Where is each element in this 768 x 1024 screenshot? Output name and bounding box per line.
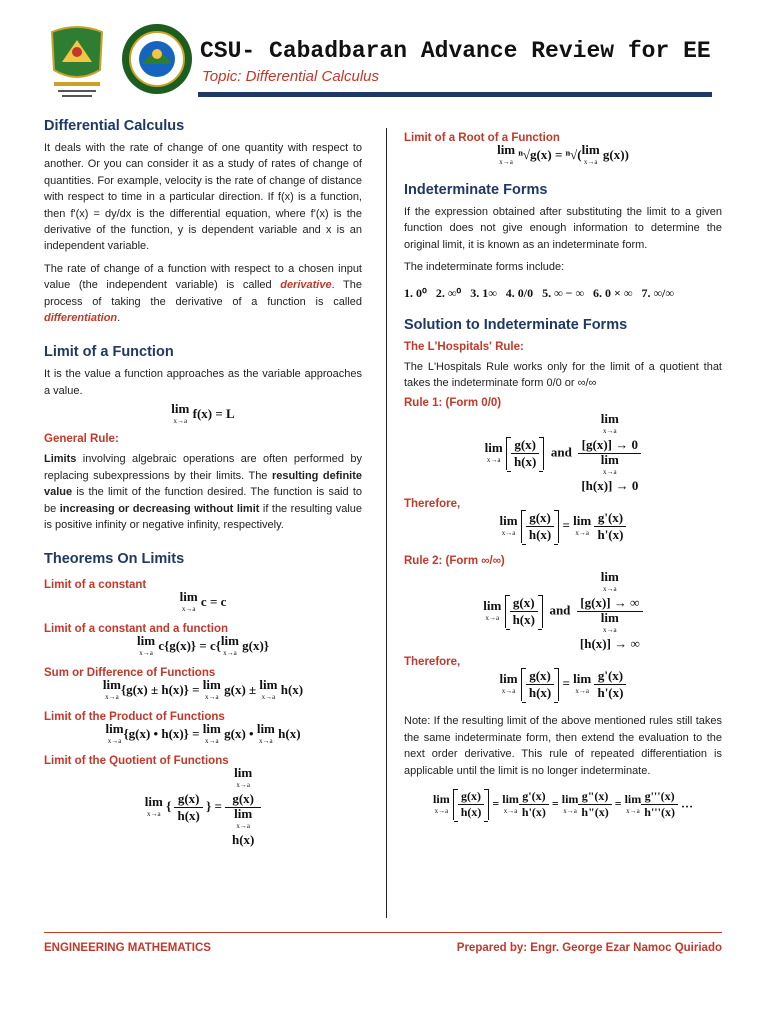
theorem-quotient-title: Limit of the Quotient of Functions: [44, 755, 229, 768]
csu-cabadbaran-seal: [120, 22, 194, 96]
left-column: [44, 118, 362, 848]
form-6: 6. 0 × ∞: [593, 285, 633, 300]
lhospital-title: The L'Hospitals' Rule:: [404, 340, 524, 353]
theorem-sum-formula: lim x→a {g(x) ± h(x)} = lim x→a g(x) ± lim x→a h(x): [102, 677, 304, 702]
header-rule: [198, 92, 712, 97]
term-derivative: derivative: [280, 279, 332, 292]
theorem-constant-title: Limit of a constant: [44, 579, 147, 592]
dc-paragraph-1: It deals with the rate of change of one quantity with respect to another. Or you can consider it as a study of rates of change of quantities. For example, velocity is the rate of change of distance with respect to time in a particular direction. If f(x) is a function, then f'(x) = dy/dx is the differential equation, where f'(x) is the derivative of the function, y is dependent variable and x is an independent variable.: [44, 142, 362, 253]
root-title: Limit of a Root of a Function: [404, 132, 560, 144]
right-column: [404, 118, 722, 820]
column-divider: [386, 128, 387, 918]
rule2-therefore: Therefore,: [404, 656, 461, 669]
dc-paragraph-2: [44, 261, 362, 327]
rule2-formula: lim x→a $\frac{g(x)}{h(x)}$ and lim x→a [g(x)] → ∞ lim x→a [h(x)] → ∞: [404, 571, 722, 652]
form-1: 1. 0⁰: [404, 285, 427, 300]
rule1-formula: lim x→a $\frac{g(x)}{h(x)}$ and lim x→a [g(x)] → 0 lim x→a [h(x)] → 0: [404, 413, 722, 494]
dc-p2-text-b: . The process of taking the derivative of a function is called: [44, 279, 362, 308]
repeated-differentiation-formula: lim x→a $\frac{g(x)}{h(x)}$ = lim x→a $\frac{g'(x)}{h'(x)}$ = lim x→a $\frac{g"(x)}{h"(x)}$ = lim x→a $\frac{g'''(x)}{h'''(x)}$ …: [433, 789, 693, 820]
footer-subject: ENGINEERING MATHEMATICS: [44, 942, 211, 954]
theorem-product-title: Limit of the Product of Functions: [44, 711, 225, 724]
note-paragraph: Note: If the resulting limit of the above mentioned rules still takes the same indeterminate form, then extend the evaluation to the next order derivative. This rule of repeated differentiation is applicable until the limit is no longer indeterminate.: [404, 715, 722, 777]
footer-author: Prepared by: Engr. George Ezar Namoc Quiriado: [456, 942, 722, 954]
form-3: 3. 1∞: [470, 285, 497, 300]
theorem-const-func-formula: lim x→a c{g(x)} = c{lim x→a g(x)}: [137, 633, 269, 658]
footer-rule: [44, 932, 722, 933]
theorem-quotient-formula: lim x→a { $\frac{g(x)}{h(x)}$ } = lim x→a g(x) lim x→a h(x): [44, 767, 362, 848]
form-5: 5. ∞ − ∞: [542, 285, 585, 300]
general-rule-paragraph: Limits involving algebraic operations are often performed by replacing subexpressions by their limits. The resulting definite value is the limit of the function desired. The function is said to be increasing or decreasing without limit if the resulting value is positive infinity or negative infinity, respectively.: [44, 453, 363, 531]
dc-p2-text-c: .: [117, 312, 121, 325]
general-rule-title: General Rule:: [44, 433, 119, 446]
form-4: 4. 0/0: [505, 285, 534, 300]
dc-p2-text-a: The rate of change of a function with respect to a chosen input value (the independent variable) is called: [44, 262, 362, 292]
lf-paragraph: It is the value a function approaches as the variable approaches a value.: [44, 368, 362, 397]
section-solution-indeterminate: Solution to Indeterminate Forms: [404, 316, 628, 333]
section-limit-of-function: Limit of a Function: [44, 344, 174, 361]
indeterminate-forms-list: [404, 286, 722, 301]
theorem-const-func-title: Limit of a constant and a function: [44, 623, 228, 636]
rule1-therefore: Therefore,: [404, 498, 461, 511]
section-indeterminate-forms: Indeterminate Forms: [404, 182, 548, 198]
rule1-title: Rule 1: (Form 0/0): [404, 397, 502, 410]
theorem-constant-formula: lim x→a c = c: [179, 589, 227, 614]
rule2-result: lim x→a $\frac{g(x)}{h(x)}$ = lim x→a $\frac{g'(x)}{h'(x)}$: [404, 668, 722, 701]
page-title: CSU- Cabadbaran Advance Review for EE: [200, 38, 711, 64]
csu-logo: [44, 22, 110, 104]
page-subtitle: Topic: Differential Calculus: [202, 68, 380, 85]
form-2: 2. ∞⁰: [435, 285, 462, 300]
theorem-product-formula: lim x→a {g(x) • h(x)} = lim x→a g(x) • lim x→a h(x): [105, 721, 301, 746]
root-formula: lim x→a ⁿ√g(x) = ⁿ√(lim x→a g(x)): [497, 142, 629, 166]
section-differential-calculus: Differential Calculus: [44, 118, 185, 134]
form-7: 7. ∞/∞: [641, 285, 674, 300]
term-differentiation: differentiation: [44, 312, 118, 325]
if-paragraph-1: If the expression obtained after substituting the limit to a given function does not give enough information to determine the original limit, it is known as an indeterminate form.: [404, 206, 722, 251]
rule2-title: Rule 2: (Form ∞/∞): [404, 555, 505, 568]
theorem-sum-title: Sum or Difference of Functions: [44, 667, 216, 680]
lhospital-paragraph: The L'Hospitals Rule works only for the limit of a quotient that takes the indeterminate form 0/0 or ∞/∞: [404, 360, 722, 390]
lf-formula: lim x→a f(x) = L: [171, 401, 235, 426]
rule1-result: lim x→a $\frac{g(x)}{h(x)}$ = lim x→a $\frac{g'(x)}{h'(x)}$: [404, 510, 722, 543]
section-theorems-on-limits: Theorems On Limits: [44, 551, 185, 568]
if-paragraph-2: The indeterminate forms include:: [404, 261, 565, 274]
